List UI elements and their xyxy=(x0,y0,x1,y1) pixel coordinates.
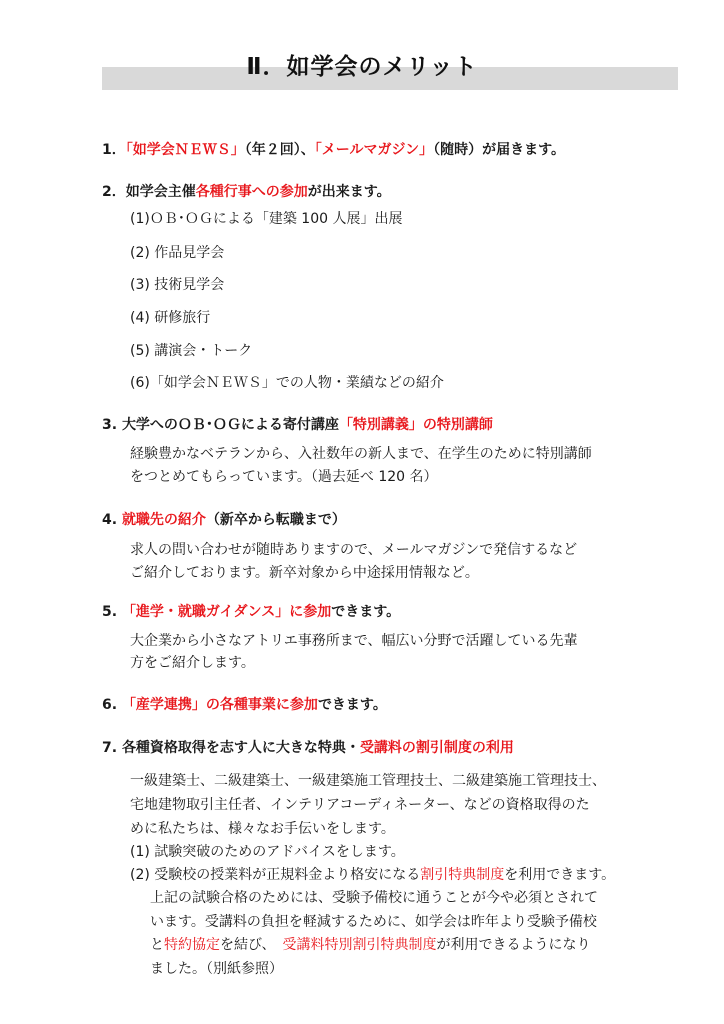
item-1-heading xyxy=(102,140,565,160)
heading-part: 「メールマガジン」 xyxy=(314,142,434,158)
item-3-heading xyxy=(102,415,493,435)
heading-part: できます。 xyxy=(331,604,401,620)
item-7-point-2-line: ました。（別紙参照） xyxy=(150,961,283,977)
heading-part: 「特別講義」の特別講師 xyxy=(338,417,493,433)
heading-part: 就職先の紹介 xyxy=(121,512,206,528)
item-7-point-2 xyxy=(130,865,615,885)
item-4-heading xyxy=(102,510,346,530)
item-2-subitem-1: (1)ＯＢ･ＯＧによる「建築 100 人展」出展 xyxy=(130,211,403,227)
item-number: 7. xyxy=(102,740,118,756)
item-2-subitem-2: (2) 作品見学会 xyxy=(130,245,225,261)
item-7-body-line: 宅地建物取引主任者、インテリアコーディネーター、などの資格取得のた xyxy=(130,797,590,813)
item-2-subitem-3: (3) 技術見学会 xyxy=(130,277,225,293)
item-7-point-2-line xyxy=(150,935,590,955)
heading-part: 如学会主催 xyxy=(125,184,196,200)
item-2-subitem-6: (6)「如学会ＮＥＷＳ」での人物・業績などの紹介 xyxy=(130,375,444,391)
item-number: 1． xyxy=(102,142,126,158)
item-7-heading xyxy=(102,738,514,758)
item-7-body-line: 一級建築士、二級建築士、一級建築施工管理技士、二級建築施工管理技士、 xyxy=(130,773,606,789)
point-part: を利用できます。 xyxy=(504,867,616,883)
item-number: 2． xyxy=(102,184,126,200)
point-part: 受講料特別割引特典制度 xyxy=(282,937,437,953)
item-7-body-line: めに私たちは、様々なお手伝いをします。 xyxy=(130,821,395,837)
item-3-body-line: をつとめてもらっています。（過去延べ 120 名） xyxy=(130,469,438,485)
item-5-body-line: 方をご紹介します。 xyxy=(130,655,255,671)
item-3-body-line: 経験豊かなベテランから、入社数年の新人まで、在学生のために特別講師 xyxy=(130,446,592,462)
heading-part: 大学へのＯＢ･ＯＧによる寄付講座 xyxy=(121,417,339,433)
item-7-point-2-line: います。受講料の負担を軽減するために、如学会は昨年より受験予備校 xyxy=(150,914,597,930)
item-4-body-line: ご紹介しております。新卒対象から中途採用情報など。 xyxy=(130,565,479,581)
point-part: (2) 受験校の授業料が正規料金より格安になる xyxy=(130,867,421,883)
heading-part: （年２回）、 xyxy=(244,142,315,158)
item-number: 5. xyxy=(102,604,118,620)
item-5-body-line: 大企業から小さなアトリエ事務所まで、幅広い分野で活躍している先輩 xyxy=(130,633,578,649)
point-part: と xyxy=(150,937,164,953)
point-part: 特約協定 xyxy=(164,937,220,953)
item-number: 6. xyxy=(102,697,118,713)
item-number: 3. xyxy=(102,417,118,433)
item-2-subitem-4: (4) 研修旅行 xyxy=(130,310,211,326)
item-7-point-1: (1) 試験突破のためのアドバイスをします。 xyxy=(130,844,405,860)
heading-part: 受講料の割引制度の利用 xyxy=(359,740,514,756)
page-title: Ⅱ．如学会のメリット xyxy=(246,54,478,80)
item-7-point-2-line: 上記の試験合格のためには、受験予備校に通うことが今や必須とされて xyxy=(150,890,598,906)
heading-part: （新卒から転職まで） xyxy=(205,512,346,528)
point-part: を結び、 xyxy=(220,937,283,953)
heading-part: できます。 xyxy=(317,697,387,713)
heading-part: 「進学・就職ガイダンス」に参加 xyxy=(121,604,332,620)
item-5-heading xyxy=(102,602,400,622)
heading-part: （随時）が届きます。 xyxy=(433,142,566,158)
item-number: 4. xyxy=(102,512,118,528)
heading-part: 各種行事への参加 xyxy=(195,184,308,200)
heading-part: 各種資格取得を志す人に大きな特典・ xyxy=(121,740,360,756)
item-4-body-line: 求人の問い合わせが随時ありますので、メールマガジンで発信するなど xyxy=(130,542,578,558)
heading-part: 「如学会ＮＥＷＳ」 xyxy=(125,142,245,158)
heading-part: 「産学連携」の各種事業に参加 xyxy=(121,697,318,713)
point-part: が利用できるようになり xyxy=(436,937,591,953)
heading-part: が出来ます。 xyxy=(307,184,391,200)
point-part: 割引特典制度 xyxy=(420,867,505,883)
item-6-heading xyxy=(102,695,387,715)
item-2-heading xyxy=(102,182,391,202)
item-2-subitem-5: (5) 講演会・トーク xyxy=(130,343,253,359)
